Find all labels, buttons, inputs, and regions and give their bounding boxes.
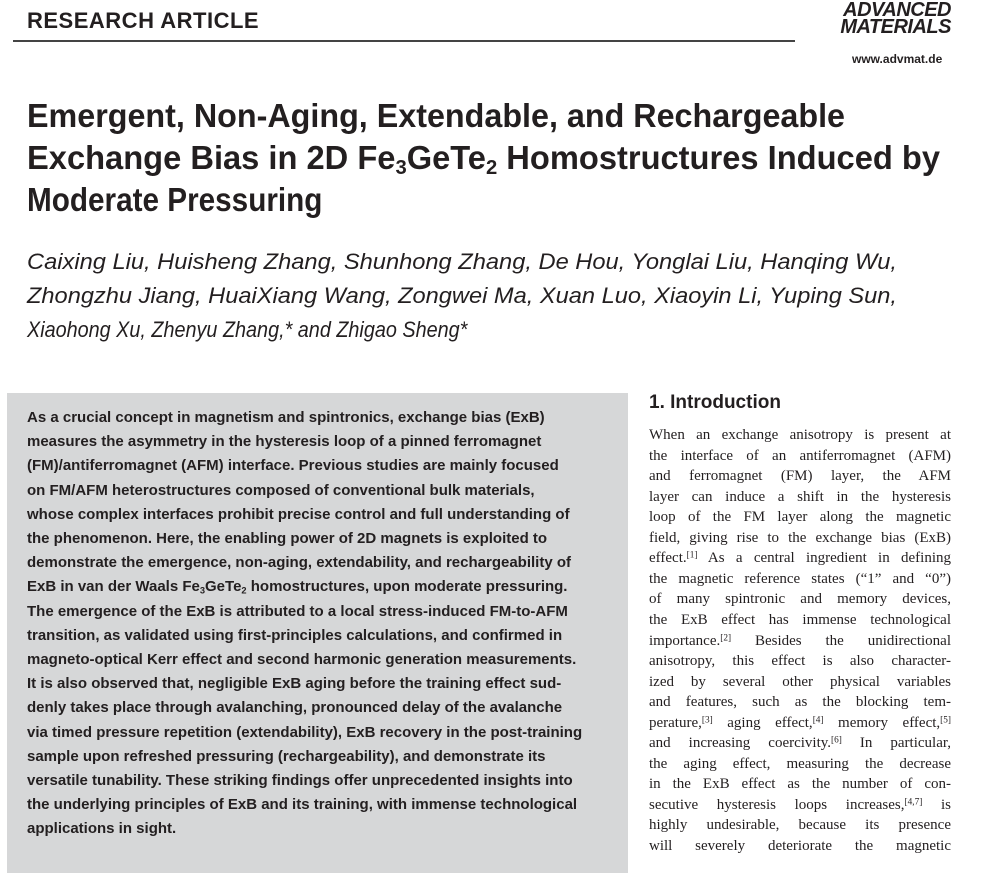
text-line [27,530,547,547]
text-segment: on FM/AFM heterostructures composed of conventional bulk materials, [27,481,535,499]
section-heading: 1. Introduction [649,392,781,413]
citation[interactable]: [1] [686,550,698,561]
text-line [649,674,951,691]
text-segment: perature, [649,714,702,731]
text-segment: Caixing Liu, Huisheng Zhang, Shunhong Zhang, De Hou, Yonglai Liu, Hanqing Wu, [27,249,898,274]
text-segment: magneto-optical Kerr effect and second harmonic generation measurements. [27,651,577,668]
text-line [27,603,568,620]
text-segment: and features, such as the blocking tem- [649,694,951,711]
text-line [649,776,951,793]
journal-website[interactable]: www.advmat.de [852,52,943,66]
text-line [649,653,951,670]
text-segment: layer can induce a shift in the hysteresis [649,488,951,505]
text-segment: Xiaohong Xu, Zhenyu Zhang,* and Zhigao Sheng* [27,317,468,342]
citation[interactable]: [2] [720,632,732,643]
text-segment: sample upon refreshed pressuring (rechargeability), and demonstrate its [27,747,546,765]
text-segment: the magnetic reference states (“1” and “0”) [649,570,951,587]
text-segment: ExB in van der Waals Fe [27,578,200,596]
text-line [649,756,951,773]
text-segment: Zhongzhu Jiang, HuaiXiang Wang, Zongwei Ma, Xuan Luo, Xiaoyin Li, Yuping Sun, [27,283,897,308]
text-segment: is [922,796,951,813]
text-line [27,139,940,180]
text-segment: GeTe [406,139,486,176]
text-segment: The emergence of the ExB is attributed to a local stress-induced FM-to-AFM [27,602,568,620]
text-line [27,97,845,135]
journal-logo [805,2,951,36]
text-line [27,796,577,813]
text-line [27,249,897,275]
text-segment: memory effect, [823,714,941,731]
text-segment: ized by several other physical variables [649,673,951,690]
text-line [649,817,951,834]
text-segment: Emergent, Non-Aging, Extendable, and Rechargeable [27,97,845,134]
text-segment: Exchange Bias in 2D Fe [27,139,396,176]
text-segment: in the ExB effect as the number of con- [649,776,951,793]
text-segment: effect. [649,550,687,567]
section-label: RESEARCH ARTICLE [27,8,260,33]
text-line [27,724,582,741]
text-line [649,489,951,506]
text-segment: 3 [199,585,206,596]
text-line [27,433,541,450]
text-line [27,554,571,571]
text-line [649,591,951,608]
text-segment: of many spintronic and memory devices, [649,591,951,608]
text-line [27,748,545,765]
text-line [649,509,951,526]
citation[interactable]: [3] [701,715,713,726]
text-line [27,820,176,837]
text-segment: 2 [241,585,247,596]
text-segment: will severely deteriorate the magnetic [649,838,951,854]
text-segment: 3 [395,156,407,180]
text-segment: It is also observed that, negligible ExB aging before the training effect sud- [27,675,562,693]
text-line [27,772,573,789]
header-rule [13,40,795,42]
logo-line: MATERIALS [840,16,951,38]
text-line [27,409,545,426]
text-segment: In particular, [841,735,951,752]
text-line [649,797,951,814]
text-line [649,448,951,465]
text-line [27,699,562,716]
text-segment: As a central ingredient in defining [697,550,951,567]
citation[interactable]: [6] [831,735,842,746]
text-segment: whose complex interfaces prohibit precise control and full understanding of [27,505,570,523]
text-line [27,283,897,309]
text-segment: (FM)/antiferromagnet (AFM) interface. Previous studies are mainly focused [27,457,559,475]
text-line [27,578,567,595]
text-segment: Moderate Pressuring [27,181,323,218]
text-segment: importance. [649,632,721,649]
text-segment: the aging effect, measuring the decrease [649,755,951,772]
text-segment: measures the asymmetry in the hysteresis loop of a pinned ferromagnet [27,433,542,451]
text-segment: field, giving rise to the exchange bias (ExB) [649,529,951,546]
text-segment: Homostructures Induced by [497,139,940,176]
text-line [649,550,951,567]
text-line [649,427,951,444]
text-segment: demonstrate the emergence, non-aging, extendability, and rechargeability of [27,554,572,572]
text-segment: loop of the FM layer along the magnetic [649,509,951,526]
text-segment: the underlying principles of ExB and its training, with immense technological [27,796,578,814]
text-segment: As a crucial concept in magnetism and spintronics, exchange bias (ExB) [27,409,545,426]
text-segment: highly undesirable, because its presence [649,817,951,834]
text-line [27,457,559,474]
text-line [649,694,951,711]
text-segment: and increasing coercivity. [649,735,832,752]
text-line [649,735,951,752]
text-line [27,181,322,219]
text-line [27,651,576,668]
text-line [27,482,535,499]
text-segment: aging effect, [712,714,813,731]
text-segment: and ferromagnet (FM) layer, the AFM [649,468,951,485]
text-segment: When an exchange anisotropy is present at [649,427,951,443]
text-line [27,675,561,692]
text-line [649,468,951,485]
text-line [649,571,951,588]
text-segment: the ExB effect has immense technological [649,611,951,628]
text-line [649,612,951,629]
text-segment: Besides the unidirectional [731,632,951,649]
text-line [649,715,951,732]
text-segment: GeTe [205,578,242,596]
text-segment: via timed pressure repetition (extendability), ExB recovery in the post-training [27,723,583,741]
text-line [649,838,951,855]
text-segment: the phenomenon. Here, the enabling power of 2D magnets is exploited to [27,530,548,547]
text-line [27,627,562,644]
text-segment: versatile tunability. These striking findings offer unprecedented insights into [27,772,573,789]
text-segment: anisotropy, this effect is also character- [649,653,951,670]
text-segment: secutive hysteresis loops increases, [649,796,905,813]
citation[interactable]: [4] [812,715,824,726]
citation[interactable]: [5] [940,715,951,726]
logo-line: ADVANCED [843,0,951,21]
text-segment: 2 [485,156,498,180]
text-segment: the interface of an antiferromagnet (AFM) [649,447,951,464]
text-line [649,633,951,650]
text-segment: homostructures, upon moderate pressuring. [246,578,568,596]
text-line [649,530,951,547]
text-segment: applications in sight. [27,820,177,838]
text-segment: transition, as validated using first-principles calculations, and confirmed in [27,626,563,644]
citation[interactable]: [4,7] [904,797,923,808]
text-line [27,506,570,523]
text-line [27,317,467,343]
text-segment: denly takes place through avalanching, pronounced delay of the avalanche [27,699,563,717]
